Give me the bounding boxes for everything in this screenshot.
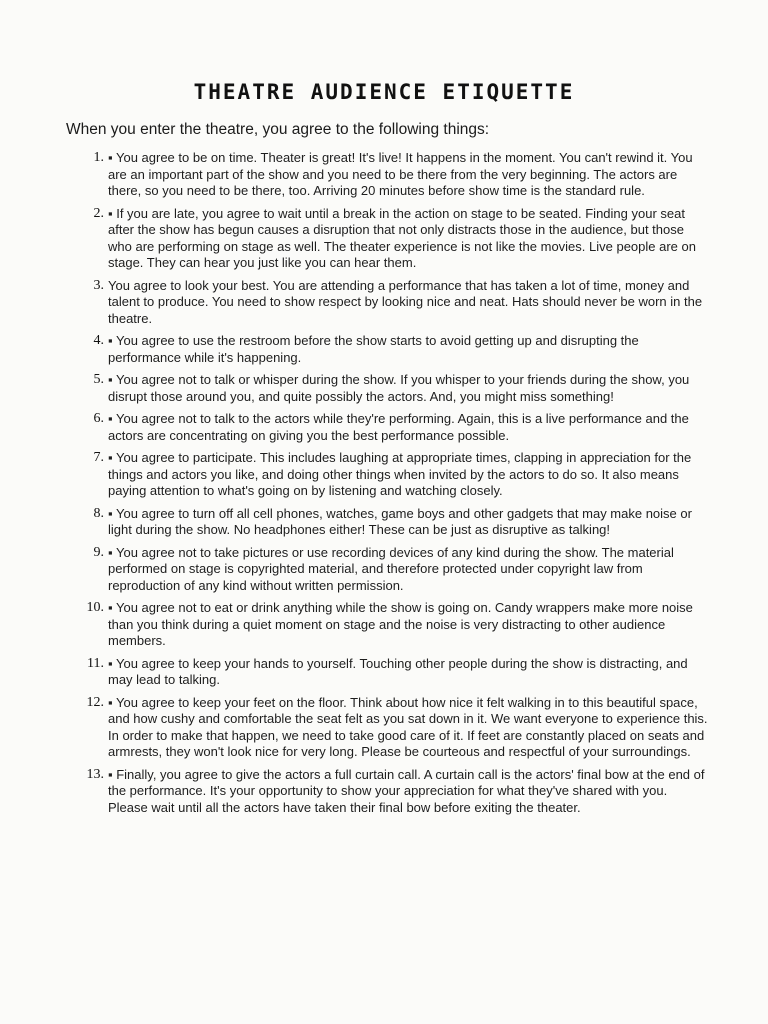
item-number: 13.: [86, 766, 104, 782]
list-item: [0, 278, 708, 328]
item-number: 10.: [86, 600, 104, 615]
item-text: ▪ You agree not to talk or whisper during the show. If you whisper to your friends during the show, you disrupt those around you, and quite possibly the actors. And, you might miss something!: [108, 372, 690, 404]
item-text: ▪ You agree not to eat or drink anything while the show is going on. Candy wrappers make more noise than you think during a quiet moment on stage and the noise is very distracting to other audience members.: [108, 600, 693, 648]
item-number: 1.: [93, 150, 104, 165]
item-text: ▪ Finally, you agree to give the actors a full curtain call. A curtain call is the actors' final bow at the end of the performance. It's your opportunity to show your appreciation for what they've shared with you. Please wait until all the actors have taken their final bow before exiting the theater.: [108, 766, 705, 815]
list-item: [0, 695, 708, 761]
item-text: You agree to look your best. You are attending a performance that has taken a lot of time, money and talent to produce. You need to show respect by looking nice and neat. Hats should never be worn in the theatre.: [108, 277, 703, 326]
item-text: ▪ You agree not to talk to the actors while they're performing. Again, this is a live performance and the actors are concentrating on giving you the best performance possible.: [108, 411, 689, 443]
list-item: [0, 333, 708, 366]
item-text: ▪ You agree to use the restroom before the show starts to avoid getting up and disrupting the performance while it's happening.: [108, 333, 639, 365]
list-item: [0, 545, 708, 595]
item-number: 11.: [87, 655, 104, 671]
item-number: 2.: [93, 205, 104, 221]
list-item: [0, 656, 708, 689]
list-item: [0, 411, 708, 444]
intro-text: When you enter the theatre, you agree to the following things:: [66, 121, 490, 138]
item-number: 8.: [93, 505, 104, 521]
list-item: [0, 506, 708, 539]
list-item: [0, 600, 708, 650]
list-item: [0, 372, 708, 405]
item-text: ▪ You agree to turn off all cell phones, watches, game boys and other gadgets that may make noise or light during the show. No headphones either! These can be just as disruptive as talking!: [108, 505, 692, 537]
item-text: ▪ You agree to keep your hands to yourself. Touching other people during the show is distracting, and may lead to talking.: [108, 655, 688, 687]
item-text: ▪ You agree to keep your feet on the floor. Think about how nice it felt walking in to this beautiful space, and how cushy and comfortable the seat felt as you sat down in it. We want everyone to experience this. In order to make that happen, we need to take good care of it. If feet are constantly placed on seats and armrests, they won't look nice for very long. Please be courteous and respectful of your surroundings.: [108, 694, 708, 759]
item-number: 12.: [86, 694, 104, 710]
page-title: THEATRE AUDIENCE ETIQUETTE: [193, 80, 575, 104]
item-text: ▪ You agree to participate. This includes laughing at appropriate times, clapping in appreciation for the things and actors you like, and doing other things when invited by the actors to do so. It also means paying attention to what's going on by listening and watching closely.: [108, 450, 692, 498]
item-number: 6.: [93, 411, 104, 426]
item-number: 7.: [93, 450, 104, 465]
item-text: ▪ You agree not to take pictures or use recording devices of any kind during the show. The material performed on stage is copyrighted material, and therefore protected under copyright law from reproduction of any kind without written permission.: [108, 544, 674, 593]
item-number: 9.: [93, 544, 104, 560]
rules-list: [0, 150, 768, 822]
list-item: [0, 206, 708, 272]
item-number: 3.: [93, 277, 104, 293]
item-number: 4.: [93, 333, 104, 348]
list-item: [0, 150, 708, 200]
item-text: ▪ You agree to be on time. Theater is great! It's live! It happens in the moment. You can't rewind it. You are an important part of the show and you need to be there from the very beginning. The actors are there, so you need to be there, too. Arriving 20 minutes before show time is the standard rule.: [108, 150, 693, 198]
item-text: ▪ If you are late, you agree to wait until a break in the action on stage to be seated. Finding your seat after the show has begun causes a disruption that not only distracts those in the audience, but those who are performing on stage as well. The theater experience is not like the movies. Live people are on stage. They can hear you just like you can hear them.: [108, 205, 696, 270]
list-item: [0, 450, 708, 500]
list-item: [0, 767, 708, 817]
item-number: 5.: [93, 372, 104, 387]
